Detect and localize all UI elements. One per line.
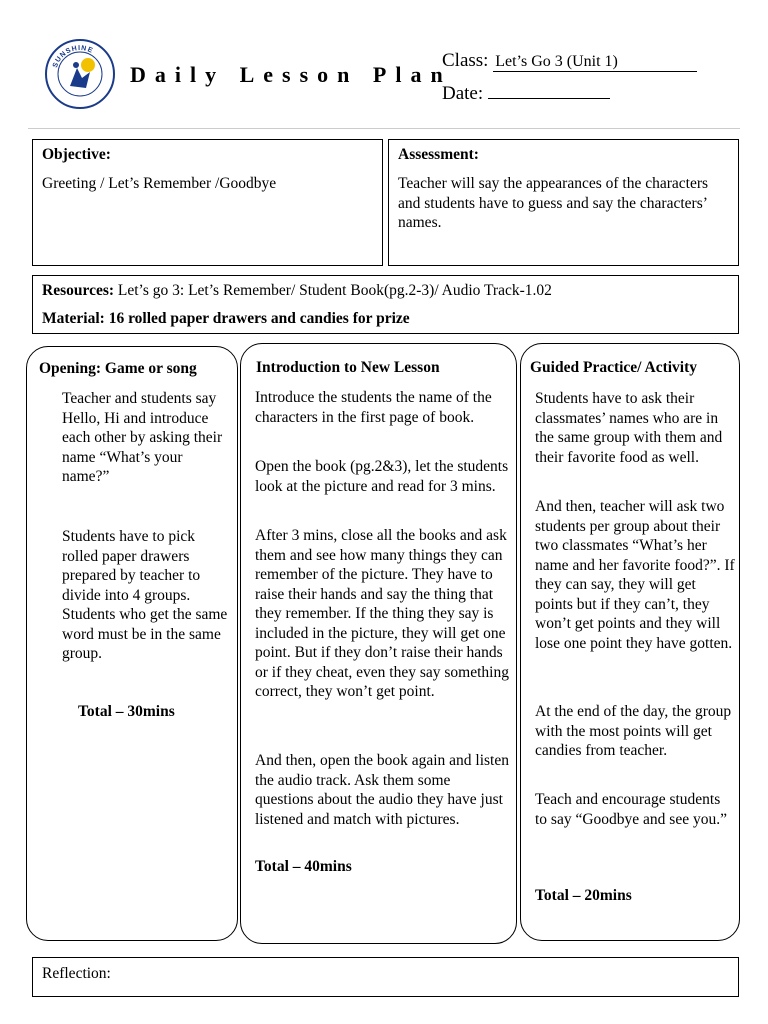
reflection-label: Reflection: — [42, 965, 111, 982]
objective-text: Greeting / Let’s Remember /Goodbye — [42, 175, 277, 192]
guided-text-1: Students have to ask their classmates’ names who are in the same group with them and their favorite food as well. — [535, 390, 723, 466]
date-label: Date: — [442, 83, 484, 104]
assessment-box — [388, 139, 739, 266]
opening-text-2: Students have to pick rolled paper drawers prepared by teacher to divide into 4 groups. Students who get the same word must be in the same group. — [62, 528, 228, 662]
school-logo — [44, 38, 116, 110]
resources-line — [42, 280, 729, 302]
guided-total: Total – 20mins — [535, 887, 632, 904]
guided-title: Guided Practice/ Activity — [530, 359, 698, 376]
material-text: Material: 16 rolled paper drawers and candies for prize — [42, 310, 410, 327]
intro-title: Introduction to New Lesson — [256, 359, 440, 376]
reflection-box[interactable] — [32, 957, 739, 997]
resources-text: Let’s go 3: Let’s Remember/ Student Book(pg.2-3)/ Audio Track-1.02 — [117, 282, 552, 299]
guided-text-3: At the end of the day, the group with the most points will get candies from teacher. — [535, 703, 732, 759]
opening-text-1: Teacher and students say Hello, Hi and introduce each other by asking their name “What’s your name?” — [62, 390, 223, 485]
date-field — [442, 82, 610, 105]
page-title: Daily Lesson Plan — [130, 62, 452, 87]
resources-box — [32, 275, 739, 334]
guided-text-4: Teach and encourage students to say “Goodbye and see you.” — [535, 791, 727, 828]
assessment-text: Teacher will say the appearances of the characters and students have to guess and say the characters’ names. — [398, 175, 709, 231]
intro-text-3: After 3 mins, close all the books and ask them and see how many things they can remember of the picture. They have to raise their hands and say the thing that they remember. If the thing they say is included in the picture, they will get one point. But if they don’t raise their hands or if they cheat, even they say something correct, they won’t get point. — [255, 527, 509, 700]
assessment-heading: Assessment: — [398, 146, 479, 163]
guided-text-2: And then, teacher will ask two students per group about their two classmates “What’s her name and her favorite food?”. If they can say, they will get points but if they can’t, they won’t get points and they will lose one point they have gotten. — [535, 498, 735, 652]
class-field — [442, 50, 697, 72]
class-label: Class: — [442, 50, 489, 71]
opening-title: Opening: Game or song — [39, 360, 197, 377]
class-value[interactable]: Let’s Go 3 (Unit 1) — [493, 53, 697, 72]
svg-text:SUNSHINE: SUNSHINE — [51, 44, 95, 69]
objective-heading: Objective: — [42, 146, 111, 163]
opening-total: Total – 30mins — [78, 703, 175, 720]
header-divider — [28, 128, 740, 129]
intro-text-4: And then, open the book again and listen the audio track. Ask them some questions about the audio they have just listened and match with pictures. — [255, 752, 509, 828]
date-value[interactable] — [488, 82, 610, 99]
objective-box — [32, 139, 383, 266]
intro-total: Total – 40mins — [255, 858, 352, 875]
intro-text-1: Introduce the students the name of the characters in the first page of book. — [255, 389, 492, 426]
intro-text-2: Open the book (pg.2&3), let the students look at the picture and read for 3 mins. — [255, 458, 509, 495]
resources-label: Resources: — [42, 282, 115, 299]
